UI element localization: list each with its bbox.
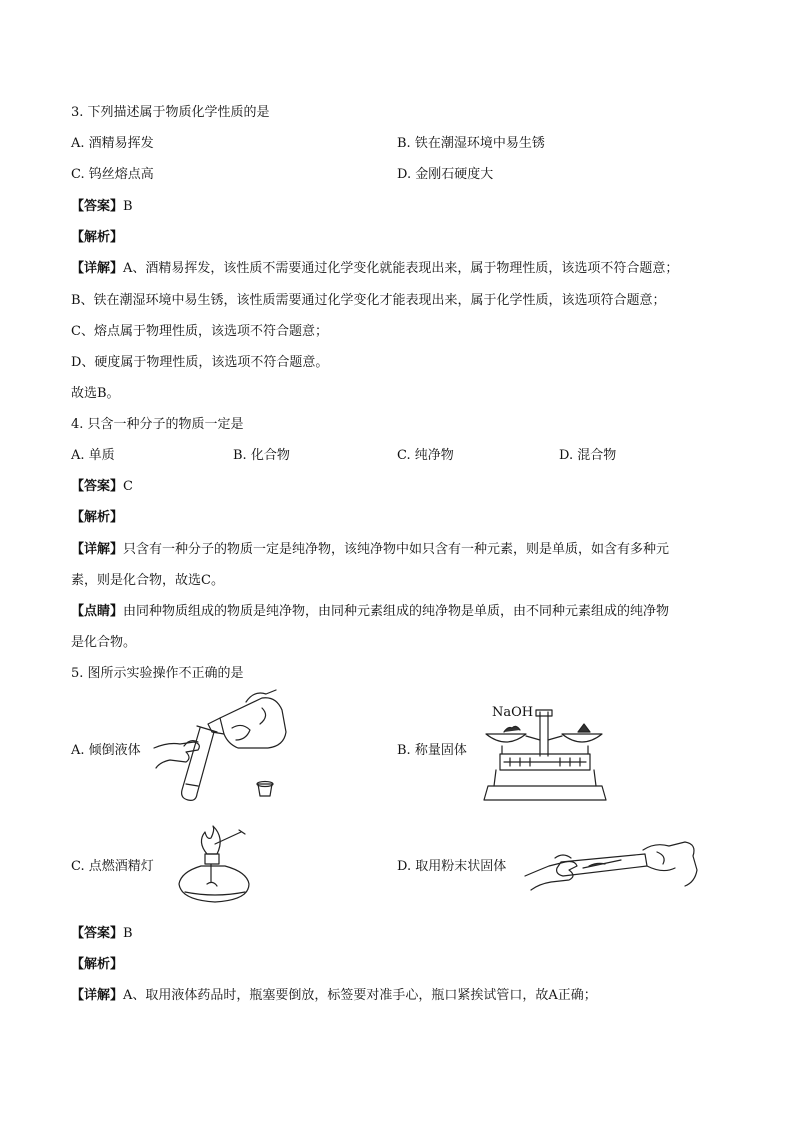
q4-detail-line-1 bbox=[71, 541, 669, 559]
pouring-liquid-figure bbox=[150, 688, 290, 806]
alcohol-lamp-figure bbox=[175, 826, 255, 908]
q5-analysis-tag: 【解析】 bbox=[71, 957, 124, 972]
q4-analysis-tag: 【解析】 bbox=[71, 510, 124, 525]
q5-option-b: B. 称量固体 bbox=[397, 743, 467, 758]
q3-stem: 3. 下列描述属于物质化学性质的是 bbox=[71, 105, 270, 120]
powder-solid-figure bbox=[525, 836, 700, 894]
weighing-balance-figure bbox=[480, 700, 610, 804]
q4-detail-line-2: 素，则是化合物，故选C。 bbox=[71, 573, 224, 588]
q3-detail-line-1 bbox=[71, 260, 678, 278]
q3-answer bbox=[71, 198, 133, 216]
q4-tip-line-2: 是化合物。 bbox=[71, 635, 137, 650]
q5-stem: 5. 图所示实验操作不正确的是 bbox=[71, 666, 244, 681]
detail-text: A、取用液体药品时，瓶塞要倒放，标签要对准手心，瓶口紧挨试管口，故A正确； bbox=[123, 988, 597, 1003]
q3-detail-line-4: D、硬度属于物理性质，该选项不符合题意。 bbox=[71, 355, 329, 370]
q3-detail-line-3: C、熔点属于物理性质，该选项不符合题意； bbox=[71, 324, 328, 339]
detail-tag: 【详解】 bbox=[71, 542, 124, 557]
detail-text: 只含有一种分子的物质一定是纯净物，该纯净物中如只含有一种元素，则是单质，如含有多种元 bbox=[123, 542, 670, 557]
q4-tip-line-1 bbox=[71, 603, 669, 621]
q4-option-b: B. 化合物 bbox=[233, 448, 290, 463]
detail-tag: 【详解】 bbox=[71, 988, 124, 1003]
q5-option-c: C. 点燃酒精灯 bbox=[71, 859, 154, 874]
detail-text: A、酒精易挥发，该性质不需要通过化学变化就能表现出来，属于物理性质，该选项不符合题意； bbox=[123, 261, 679, 276]
q5-answer bbox=[71, 925, 133, 943]
q3-detail-line-5: 故选B。 bbox=[71, 386, 120, 401]
tip-text: 由同种物质组成的物质是纯净物，由同种元素组成的纯净物是单质，由不同种元素组成的纯净物 bbox=[123, 604, 670, 619]
q3-option-d: D. 金刚石硬度大 bbox=[397, 167, 494, 182]
answer-tag: 【答案】 bbox=[71, 926, 124, 941]
q5-option-a: A. 倾倒液体 bbox=[71, 743, 141, 758]
answer-value: B bbox=[123, 199, 133, 214]
tip-tag: 【点睛】 bbox=[71, 604, 124, 619]
answer-tag: 【答案】 bbox=[71, 199, 124, 214]
q4-option-d: D. 混合物 bbox=[559, 448, 617, 463]
q3-option-c: C. 钨丝熔点高 bbox=[71, 167, 154, 182]
answer-value: C bbox=[123, 479, 133, 494]
q4-option-c: C. 纯净物 bbox=[397, 448, 454, 463]
q3-analysis-tag: 【解析】 bbox=[71, 230, 124, 245]
q3-option-b: B. 铁在潮湿环境中易生锈 bbox=[397, 136, 545, 151]
naoh-label: NaOH bbox=[492, 705, 534, 720]
q5-option-d: D. 取用粉末状固体 bbox=[397, 859, 507, 874]
q4-stem: 4. 只含一种分子的物质一定是 bbox=[71, 417, 244, 432]
answer-value: B bbox=[123, 926, 133, 941]
q3-option-a: A. 酒精易挥发 bbox=[71, 136, 154, 151]
answer-tag: 【答案】 bbox=[71, 479, 124, 494]
detail-tag: 【详解】 bbox=[71, 261, 124, 276]
q4-answer bbox=[71, 478, 133, 496]
q3-detail-line-2: B、铁在潮湿环境中易生锈，该性质需要通过化学变化才能表现出来，属于化学性质，该选项符合题意； bbox=[71, 293, 666, 308]
q4-option-a: A. 单质 bbox=[71, 448, 115, 463]
q5-detail-line-1 bbox=[71, 987, 597, 1005]
